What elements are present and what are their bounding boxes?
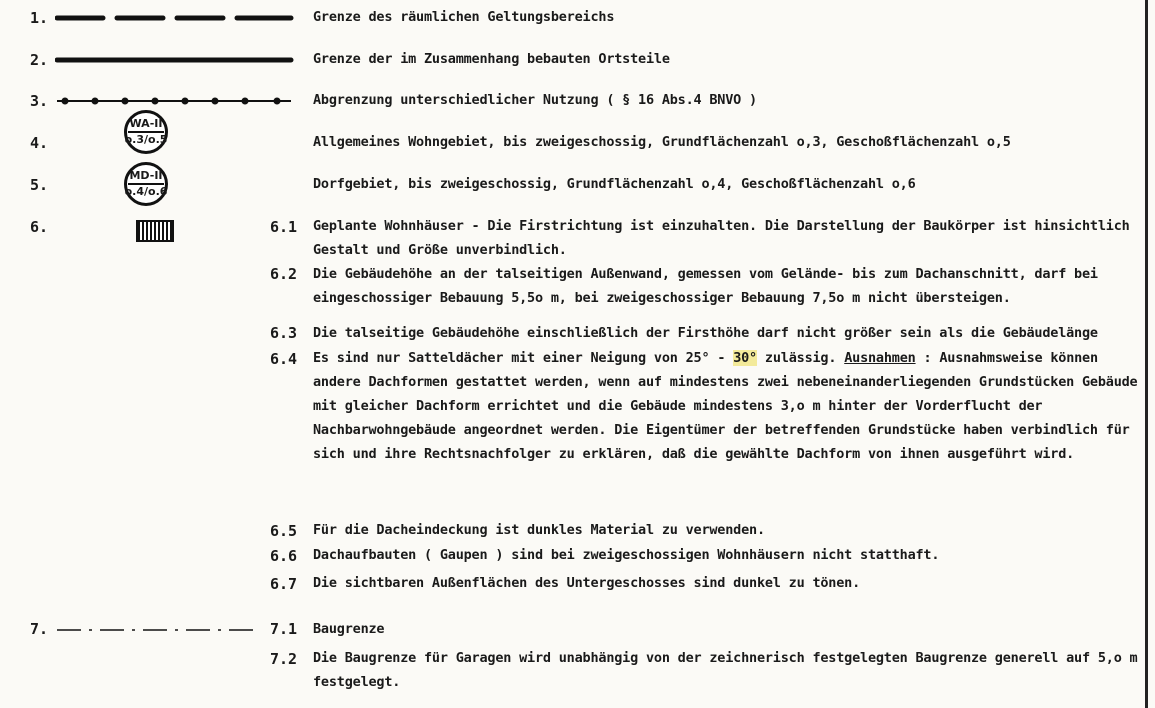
residential-zone-symbol bbox=[124, 110, 168, 154]
paragraph-6-5: Für die Dacheindeckung ist dunkles Material zu verwenden. bbox=[313, 522, 765, 538]
sub-number-7-2: 7.2 bbox=[270, 650, 298, 668]
paragraph-7-1: Baugrenze bbox=[313, 621, 385, 637]
paragraph-6-4-text-b: zulässig. bbox=[757, 350, 845, 366]
legend-text-3: Abgrenzung unterschiedlicher Nutzung ( § 16 Abs.4 BNVO ) bbox=[313, 92, 757, 108]
paragraph-6-4-text-a: Es sind nur Satteldächer mit einer Neigung von bbox=[313, 350, 686, 366]
legend-text-4: Allgemeines Wohngebiet, bis zweigeschossig, Grundflächenzahl o,3, Geschoßflächenzahl o,5 bbox=[313, 134, 1011, 150]
paragraph-6-4 bbox=[313, 346, 1143, 466]
boundary-dashed-line-symbol bbox=[55, 10, 295, 26]
usage-boundary-dotted-line-symbol bbox=[55, 93, 295, 109]
paragraph-6-3: Die talseitige Gebäudehöhe einschließlich der Firsthöhe darf nicht größer sein als die Gebäudelänge bbox=[313, 325, 1098, 341]
legend-number-6: 6. bbox=[30, 218, 49, 236]
paragraph-6-4-text-c: : Ausnahmsweise können andere Dachformen gestattet werden, wenn auf mindestens zwei nebeneinanderliegenden Grundstücken Gebäude mit gleicher Dachform errichtet und die Gebäude mindestens 3,o m hinter der Vorderflucht der Nachbarwohngebäude angeordnet werden. Die Eigentümer der betreffenden Grundstücke haben verbindlich für sich und ihre Rechtsnachfolger zu erklären, daß die gewählte Dachform von ihnen ausgeführt wird. bbox=[313, 350, 1138, 462]
village-zone-code: MD-II bbox=[129, 169, 163, 182]
sub-number-6-3: 6.3 bbox=[270, 324, 298, 342]
sub-number-6-6: 6.6 bbox=[270, 547, 298, 565]
paragraph-6-2: Die Gebäudehöhe an der talseitigen Außenwand, gemessen vom Gelände- bis zum Dachanschnitt, darf bei eingeschossiger Bebauung 5,5o m, bei zweigeschossiger Bebauung 7,5o m nicht übersteigen. bbox=[313, 266, 1098, 306]
legend-number-4: 4. bbox=[30, 134, 49, 152]
building-limit-dash-dot-line-symbol bbox=[55, 622, 265, 638]
legend-number-5: 5. bbox=[30, 176, 49, 194]
sub-number-6-4: 6.4 bbox=[270, 350, 298, 368]
exception-label: Ausnahmen bbox=[844, 350, 916, 366]
sub-number-6-5: 6.5 bbox=[270, 522, 298, 540]
sub-number-7-1: 7.1 bbox=[270, 620, 298, 638]
planned-house-symbol bbox=[136, 220, 174, 242]
roof-angle-max: 30° bbox=[733, 350, 757, 366]
paragraph-6-7: Die sichtbaren Außenflächen des Untergeschosses sind dunkel zu tönen. bbox=[313, 575, 861, 591]
paragraph-6-1: Geplante Wohnhäuser - Die Firstrichtung ist einzuhalten. Die Darstellung der Baukörper ist hinsichtlich Gestalt und Größe unverbindlich. bbox=[313, 218, 1130, 258]
paragraph-7-2: Die Baugrenze für Garagen wird unabhängig von der zeichnerisch festgelegten Baugrenze generell auf 5,o m festgelegt. bbox=[313, 650, 1138, 690]
legend-number-3: 3. bbox=[30, 92, 49, 110]
sub-number-6-2: 6.2 bbox=[270, 265, 298, 283]
page-edge-line bbox=[1145, 0, 1148, 708]
roof-angle-dash: - bbox=[709, 350, 734, 366]
village-zone-symbol bbox=[124, 162, 168, 206]
paragraph-6-6: Dachaufbauten ( Gaupen ) sind bei zweigeschossigen Wohnhäusern nicht statthaft. bbox=[313, 547, 940, 563]
sub-number-6-1: 6.1 bbox=[270, 218, 298, 236]
residential-zone-code: WA-II bbox=[129, 117, 163, 130]
residential-zone-ratios: o.3/o.5 bbox=[124, 133, 168, 146]
built-area-boundary-line-symbol bbox=[55, 52, 295, 68]
roof-angle-min: 25° bbox=[685, 350, 710, 366]
legend-number-1: 1. bbox=[30, 9, 49, 27]
legend-text-1: Grenze des räumlichen Geltungsbereichs bbox=[313, 9, 615, 25]
legend-number-2: 2. bbox=[30, 51, 49, 69]
legend-number-7: 7. bbox=[30, 620, 49, 638]
legend-text-5: Dorfgebiet, bis zweigeschossig, Grundflächenzahl o,4, Geschoßflächenzahl o,6 bbox=[313, 176, 916, 192]
sub-number-6-7: 6.7 bbox=[270, 575, 298, 593]
legend-text-2: Grenze der im Zusammenhang bebauten Ortsteile bbox=[313, 51, 670, 67]
village-zone-ratios: o.4/o.6 bbox=[124, 185, 168, 198]
